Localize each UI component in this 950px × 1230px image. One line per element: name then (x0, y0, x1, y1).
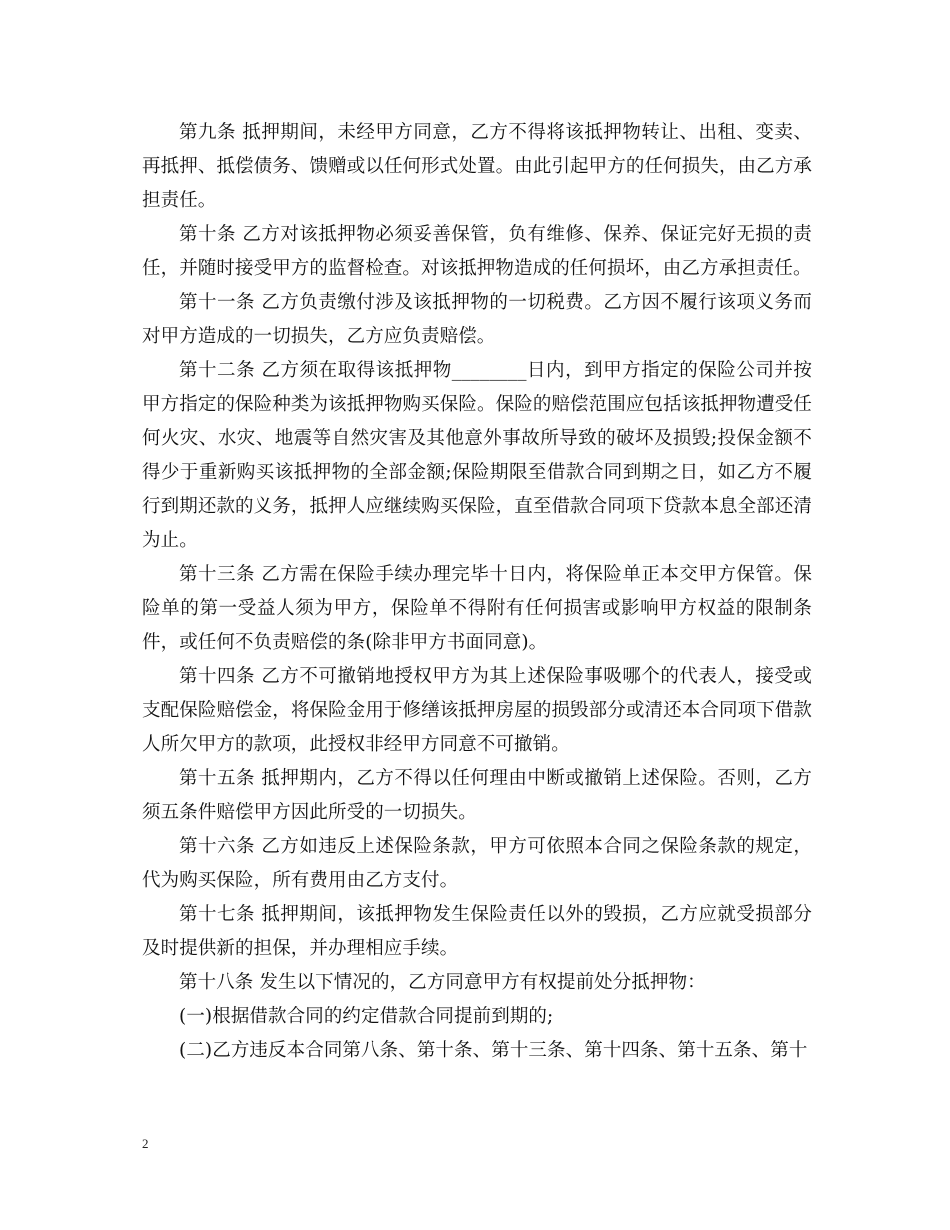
document-body (142, 116, 812, 1068)
article-13-paragraph: 第十三条 乙方需在保险手续办理完毕十日内，将保险单正本交甲方保管。保险单的第一受益人须为甲方，保险单不得附有任何损害或影响甲方权益的限制条件，或任何不负责赔偿的条(除非甲方书面同意)。 (142, 564, 812, 653)
article-15-paragraph: 第十五条 抵押期内，乙方不得以任何理由中断或撤销上述保险。否则，乙方须五条件赔偿甲方因此所受的一切损失。 (142, 768, 812, 823)
article-18-paragraph: 第十八条 发生以下情况的，乙方同意甲方有权提前处分抵押物： (179, 972, 706, 993)
page-number: 2 (142, 1136, 149, 1151)
article-18-item-2: (二)乙方违反本合同第八条、第十条、第十三条、第十四条、第十五条、第十 (179, 1040, 808, 1061)
article-17-paragraph: 第十七条 抵押期间，该抵押物发生保险责任以外的毁损，乙方应就受损部分及时提供新的担保，并办理相应手续。 (142, 904, 812, 959)
article-11-paragraph: 第十一条 乙方负责缴付涉及该抵押物的一切税费。乙方因不履行该项义务而对甲方造成的一切损失，乙方应负责赔偿。 (142, 292, 812, 347)
article-14-paragraph: 第十四条 乙方不可撤销地授权甲方为其上述保险事吸哪个的代表人，接受或支配保险赔偿金，将保险金用于修缮该抵押房屋的损毁部分或清还本合同项下借款人所欠甲方的款项，此授权非经甲方同意不可撤销。 (142, 666, 812, 755)
article-9-paragraph: 第九条 抵押期间，未经甲方同意，乙方不得将该抵押物转让、出租、变卖、再抵押、抵偿债务、馈赠或以任何形式处置。由此引起甲方的任何损失，由乙方承担责任。 (142, 122, 812, 211)
article-18-item-1: (一)根据借款合同的约定借款合同提前到期的; (179, 1006, 554, 1027)
article-12-paragraph: 第十二条 乙方须在取得该抵押物________日内，到甲方指定的保险公司并按甲方指定的保险种类为该抵押物购买保险。保险的赔偿范围应包括该抵押物遭受任何火灾、水灾、地震等自然灾害及其他意外事故所导致的破坏及损毁;投保金额不得少于重新购买该抵押物的全部金额;保险期限至借款合同到期之日，如乙方不履行到期还款的义务，抵押人应继续购买保险，直至借款合同项下贷款本息全部还清为止。 (142, 360, 812, 551)
article-16-paragraph: 第十六条 乙方如违反上述保险条款，甲方可依照本合同之保险条款的规定，代为购买保险，所有费用由乙方支付。 (142, 836, 812, 891)
article-10-paragraph: 第十条 乙方对该抵押物必须妥善保管，负有维修、保养、保证完好无损的责任，并随时接受甲方的监督检查。对该抵押物造成的任何损坏，由乙方承担责任。 (142, 224, 812, 279)
